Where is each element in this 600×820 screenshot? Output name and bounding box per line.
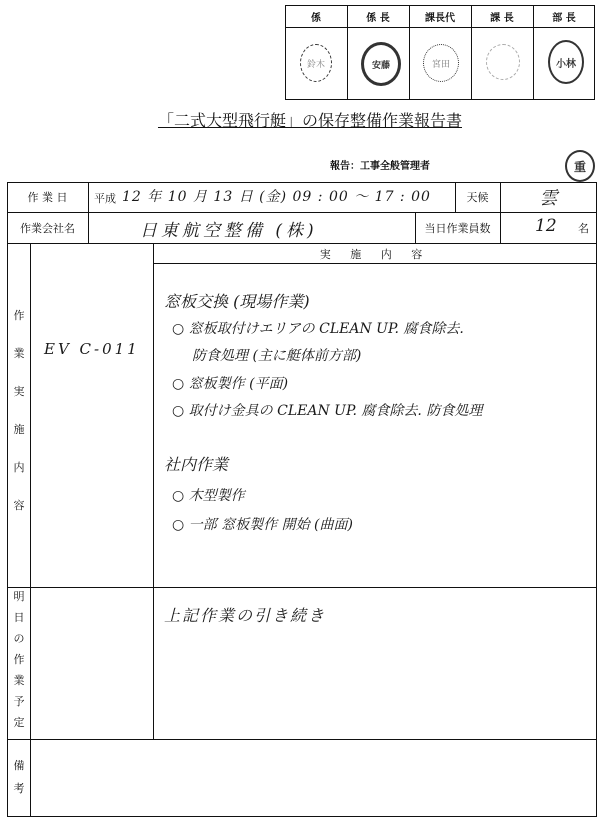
- remarks-side-label-1: 備: [13, 759, 25, 772]
- work-line-1: 窓板交換 (現場作業): [164, 292, 310, 311]
- remarks-side-label-2: 考: [13, 782, 25, 795]
- workers-unit: 名: [578, 222, 589, 235]
- content-header: 実 施 内 容: [319, 248, 431, 261]
- work-side-label-6: 容: [13, 499, 25, 512]
- weather-label: 天候: [466, 191, 489, 204]
- tomorrow-text: 上記作業の引き続き: [164, 606, 327, 625]
- work-line-5: ○ 取付け金具の CLEAN UP. 腐食除去. 防食処理: [172, 403, 483, 419]
- work-location: EV C-011: [44, 340, 140, 358]
- work-line-4: ○ 窓板製作 (平面): [172, 376, 289, 392]
- tomorrow-side-label-4: 作: [13, 653, 25, 666]
- work-line-6: 社内作業: [164, 455, 229, 474]
- reporter-label: 報告：工事全般管理者: [330, 161, 430, 172]
- approval-header-5: 部 長: [552, 12, 576, 24]
- tomorrow-side-label-2: 日: [13, 611, 25, 624]
- approval-header-4: 課 長: [490, 12, 514, 24]
- workers-value: 12: [535, 216, 557, 236]
- work-side-label-3: 実: [13, 385, 25, 398]
- work-side-label-5: 内: [13, 461, 25, 474]
- tomorrow-side-label-1: 明: [13, 590, 25, 603]
- page-title: 「二式大型飛行艇」の保存整備作業報告書: [157, 111, 462, 130]
- work-line-3: 防食処理 (主に艇体前方部): [192, 348, 362, 364]
- reporter-stamp: 重: [565, 150, 595, 182]
- company-value: 日東航空整備 (株): [140, 221, 318, 241]
- work-line-7: ○ 木型製作: [172, 488, 245, 504]
- approval-stamp-2: 安藤: [361, 42, 401, 86]
- approval-stamp-1: 鈴木: [300, 44, 332, 82]
- company-label: 作業会社名: [20, 221, 75, 235]
- work-line-8: ○ 一部 窓板製作 開始 (曲面): [172, 517, 353, 533]
- workers-label: 当日作業員数: [424, 221, 491, 235]
- date-prefix: 平成: [94, 192, 116, 205]
- date-value: 12 年 10 月 13 日 (金) 09 : 00 〜 17 : 00: [122, 189, 431, 205]
- work-side-label-2: 業: [13, 347, 25, 360]
- work-side-label-1: 作: [13, 309, 25, 322]
- approval-stamp-3: 宮田: [423, 44, 459, 82]
- approval-stamp-5: 小林: [548, 40, 584, 84]
- report-form: [7, 182, 597, 817]
- work-line-2: ○ 窓板取付けエリアの CLEAN UP. 腐食除去.: [172, 321, 464, 337]
- work-side-label-4: 施: [13, 423, 25, 436]
- tomorrow-side-label-6: 予: [13, 695, 25, 708]
- tomorrow-side-label-7: 定: [13, 716, 25, 729]
- weather-value: 雲: [539, 188, 558, 209]
- approval-stamp-4: [486, 44, 520, 80]
- approval-header-1: 係: [311, 12, 321, 24]
- approval-header-3: 課長代: [425, 12, 455, 24]
- date-label: 作 業 日: [27, 191, 68, 204]
- approval-header-2: 係 長: [366, 12, 390, 24]
- tomorrow-side-label-3: の: [13, 632, 25, 645]
- tomorrow-side-label-5: 業: [13, 674, 25, 687]
